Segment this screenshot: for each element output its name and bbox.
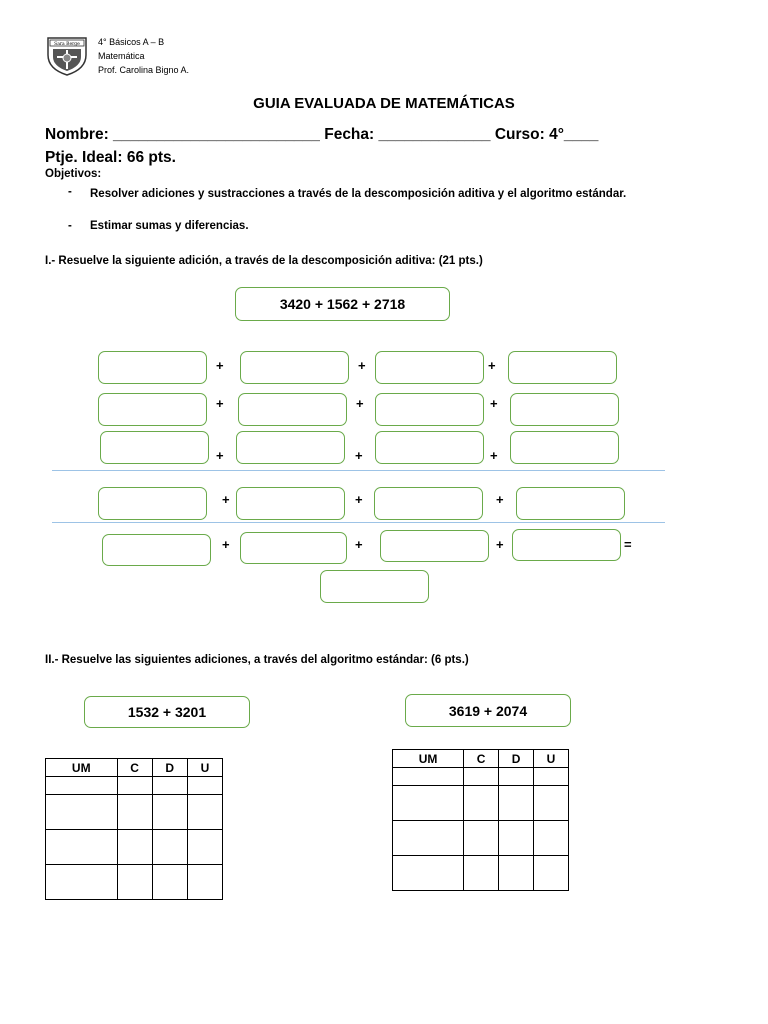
- grid-cell[interactable]: [117, 865, 152, 900]
- subject-line: Matemática: [98, 51, 145, 61]
- answer-box[interactable]: [510, 431, 619, 464]
- answer-box[interactable]: [240, 351, 349, 384]
- answer-box[interactable]: [516, 487, 625, 520]
- column-header-d: D: [152, 759, 187, 777]
- plus-sign: +: [355, 537, 363, 552]
- plus-sign: +: [496, 492, 504, 507]
- grid-cell[interactable]: [499, 856, 534, 891]
- answer-box[interactable]: [238, 393, 347, 426]
- answer-box[interactable]: [510, 393, 619, 426]
- answer-box[interactable]: [508, 351, 617, 384]
- answer-box[interactable]: [236, 431, 345, 464]
- place-value-table-a: [45, 758, 223, 900]
- equals-sign: =: [624, 537, 632, 552]
- plus-sign: +: [222, 492, 230, 507]
- objective-bullet-2: -: [68, 220, 72, 232]
- plus-sign: +: [496, 537, 504, 552]
- answer-box[interactable]: [102, 534, 211, 566]
- grid-cell[interactable]: [393, 821, 464, 856]
- answer-box[interactable]: [512, 529, 621, 561]
- grid-cell[interactable]: [393, 768, 464, 786]
- grid-cell[interactable]: [152, 830, 187, 865]
- grid-cell[interactable]: [187, 777, 222, 795]
- page-title: GUIA EVALUADA DE MATEMÁTICAS: [253, 95, 515, 112]
- plus-sign: +: [490, 396, 498, 411]
- ideal-score: Ptje. Ideal: 66 pts.: [45, 149, 176, 166]
- result-box[interactable]: [320, 570, 429, 603]
- answer-box[interactable]: [380, 530, 489, 562]
- plus-sign: +: [216, 448, 224, 463]
- plus-sign: +: [356, 396, 364, 411]
- grid-cell[interactable]: [117, 777, 152, 795]
- answer-box[interactable]: [98, 351, 207, 384]
- objectives-heading: Objetivos:: [45, 168, 102, 180]
- course-line: 4° Básicos A – B: [98, 37, 165, 47]
- grid-cell[interactable]: [464, 768, 499, 786]
- answer-box[interactable]: [100, 431, 209, 464]
- section1-expression: 3420 + 1562 + 2718: [235, 287, 450, 321]
- school-logo: [45, 35, 89, 77]
- grid-cell[interactable]: [152, 865, 187, 900]
- grid-cell[interactable]: [393, 856, 464, 891]
- plus-sign: +: [490, 448, 498, 463]
- answer-box[interactable]: [240, 532, 347, 564]
- grid-cell[interactable]: [46, 865, 118, 900]
- plus-sign: +: [355, 448, 363, 463]
- plus-sign: +: [488, 358, 496, 373]
- grid-cell[interactable]: [46, 795, 118, 830]
- grid-cell[interactable]: [187, 830, 222, 865]
- teacher-line: Prof. Carolina Bigno A.: [98, 65, 190, 75]
- column-header-d: D: [499, 750, 534, 768]
- grid-cell[interactable]: [46, 777, 118, 795]
- plus-sign: +: [222, 537, 230, 552]
- grid-cell[interactable]: [464, 856, 499, 891]
- grid-cell[interactable]: [46, 830, 118, 865]
- grid-cell[interactable]: [534, 856, 569, 891]
- divider-line: [52, 470, 665, 471]
- plus-sign: +: [358, 358, 366, 373]
- grid-cell[interactable]: [152, 777, 187, 795]
- column-header-c: C: [464, 750, 499, 768]
- column-header-um: UM: [393, 750, 464, 768]
- answer-box[interactable]: [374, 487, 483, 520]
- place-value-table-b: [392, 749, 569, 891]
- objective-bullet-1: -: [68, 186, 72, 198]
- student-fields: Nombre: ________________________ Fecha: _____________ Curso: 4°____: [45, 126, 599, 143]
- grid-cell[interactable]: [187, 865, 222, 900]
- answer-box[interactable]: [375, 351, 484, 384]
- column-header-c: C: [117, 759, 152, 777]
- grid-cell[interactable]: [499, 768, 534, 786]
- grid-cell[interactable]: [117, 795, 152, 830]
- section2-expression-a: 1532 + 3201: [84, 696, 250, 728]
- answer-box[interactable]: [98, 487, 207, 520]
- column-header-u: U: [187, 759, 222, 777]
- section2-heading: II.- Resuelve las siguientes adiciones, a través del algoritmo estándar: (6 pts.): [45, 654, 469, 666]
- grid-cell[interactable]: [534, 821, 569, 856]
- column-header-u: U: [534, 750, 569, 768]
- objective-1: Resolver adiciones y sustracciones a través de la descomposición aditiva y el algoritmo estándar.: [90, 188, 627, 200]
- section1-heading: I.- Resuelve la siguiente adición, a través de la descomposición aditiva: (21 pts.): [45, 255, 483, 267]
- grid-cell[interactable]: [117, 830, 152, 865]
- school-info: [98, 35, 189, 77]
- grid-cell[interactable]: [499, 821, 534, 856]
- objective-2: Estimar sumas y diferencias.: [90, 220, 249, 232]
- grid-cell[interactable]: [152, 795, 187, 830]
- plus-sign: +: [355, 492, 363, 507]
- grid-cell[interactable]: [499, 786, 534, 821]
- answer-box[interactable]: [236, 487, 345, 520]
- grid-cell[interactable]: [464, 786, 499, 821]
- logo-text: Sara Berge: [54, 42, 80, 47]
- plus-sign: +: [216, 396, 224, 411]
- grid-cell[interactable]: [393, 786, 464, 821]
- grid-cell[interactable]: [534, 768, 569, 786]
- answer-box[interactable]: [375, 431, 484, 464]
- column-header-um: UM: [46, 759, 118, 777]
- answer-box[interactable]: [375, 393, 484, 426]
- grid-cell[interactable]: [464, 821, 499, 856]
- grid-cell[interactable]: [187, 795, 222, 830]
- divider-line: [52, 522, 665, 523]
- section2-expression-b: 3619 + 2074: [405, 694, 571, 727]
- plus-sign: +: [216, 358, 224, 373]
- grid-cell[interactable]: [534, 786, 569, 821]
- answer-box[interactable]: [98, 393, 207, 426]
